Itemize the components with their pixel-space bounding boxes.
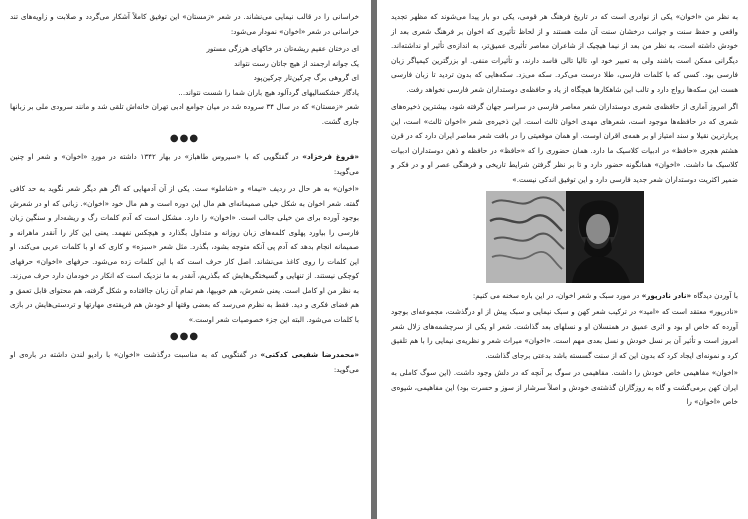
paragraph: شعر «زمستان» که در سال ۳۴ سروده شد در میان جوامع ادبی تهران خانه‌اش تلقی شد و مانند سرودی ملی بر زبانها جاری گشت. — [10, 102, 359, 126]
portrait-photo — [486, 191, 644, 283]
paragraph: به نظر من «اخوان» یکی از نوادری است که در تاریخ فرهنگ هر قومی، یکی دو بار پیدا می‌شوند که مظهر تجدید واقعی و حفظ سنت و جوانب درخشان سنت آن ملت هستند و از لحاظ تأثیری که اخوان بر فرهنگ شعری بعد از خودش داشته است، به نظر من بعد از نیما هیچیک از شاعران معاصر تأثیری عمیق‌تر، به اندازه‌ی تأثیر او نداشته‌اند. دیگرانی ممکن است باشند ولی به تعبیر خود او، تالیا تالی فاسد دارند، و تأثیرات منفی. او بزرگترین کیمیاگر زبان فارسی بود. کسی که با کلمات فارسی، طلا درست می‌کرد. سکه می‌زد. سکه‌هایی که بدون تردید تا زبان فارسی هست این سکه‌ها رواج دارد و تالب این شاهکارها هیچگاه از یاد و حافظه‌ی دوستداران شعر فارسی نخواهد رفت. — [391, 12, 738, 94]
paragraph: «نادرپور» معتقد است که «امید» در ترکیب شعر کهن و سبک نیمایی و سبک پیش از او درگذشت، مجموعه‌ای بوجود آورده که خاص او بود و اثری عمیق در همنسلان او و نسلهای بعد گذاشت. شعر او یکی از سرچشمه‌های زلال شعر امروز است و تأثیر آن بر نسل خودش و نسل بعدی مهم است. «اخوان» میراث شعر و نظریه‌ی نیمایی را با هم تلفیق کرد و نمونه‌ای ایجاد کرد که بدون این که از سنت گسسته باشد بدعتی برجای گذاشت. — [391, 307, 738, 360]
section-separator: ●●● — [169, 331, 200, 342]
author-name: «محمدرضا شفیعی کدکنی» — [260, 350, 359, 359]
author-name: «فروغ فرخزاد» — [302, 152, 360, 161]
quote-heading — [10, 348, 359, 377]
heading-text: در گفتگویی که با «سیروس طاهباز» در بهار ۱۳۴۲ داشته در موردِ «اخوان» و شعر او چنین می‌گوید: — [10, 152, 359, 176]
left-page — [0, 0, 371, 519]
intro-paragraph — [10, 10, 359, 39]
intro-line: خراسانی را در قالب نیمایی می‌نشاند. در شعر «زمستان» این توفیق کاملاً آشکار می‌گردد و صلابت و زاویه‌های تند خراسانی در — [10, 12, 359, 36]
poem-line: ای گروهی برگ چرکین‌تار چرکین‌پود — [253, 73, 359, 82]
paragraph: اگر امروز آماری از حافظه‌ی شعری دوستداران شعر معاصر فارسی در سراسر جهان گرفته شود، بیشترین ذخیره‌های شعری که در حافظه‌ها موجود است، شعرهای مهدی اخوان ثالث است. این ذخیره‌ی شعر «اخوان ثالث» است، این پربارترین نقیلا و سند امتیاز او بر همه‌ی اقران اوست. او همان موقعیتی را در بافت شعر معاصر ایران دارد که در قرن هشتم هجری «حافظ» در ادبیات کلاسیک ما دارد. همان حضوری را که «حافظ» در حافظه و ذهن دوستداران ادبیات کلاسیک ما داشت. «اخوان» همانگونه حضور دارد و تا بر نظر گرفتن شرایط تاریخی و فرهنگی عصر او و در فکر و ضمیر اکثریت دوستداران شعر جدید فارسی دارد و این توفیق اندکی نیست.» — [391, 102, 738, 184]
quote-heading — [10, 150, 359, 179]
caption-text: در مورد سبک و شعر اخوان، در این باره سخنه می کنیم: — [472, 291, 642, 300]
caption-text: با آوردن دیدگاه — [691, 291, 738, 300]
poem-line: یک جوانه ارجمند از هیچ جاتان رست نتواند — [234, 58, 359, 68]
paragraph: «اخوان» مفاهیمی خاص خودش را داشت. مفاهیمی در سوگ بر آنچه که در دلش وجود داشت. (این سوگ کاملی به ایران کهن برمی‌گشت و گاه به روزگاران گذشته‌ی خودش و اصلاً سرشار از سوز و حسرت بود) این مفاهیمی، شیوه‌ی خاص «اخوان» را — [391, 368, 738, 406]
section-separator: ●●● — [169, 133, 200, 144]
author-name: «نادر نادرپور» — [641, 291, 692, 300]
right-page — [377, 0, 748, 519]
heading-text: در گفتگویی که به مناسبت درگذشت «اخوان» با رادیو لندن داشته در باره‌ی او می‌گوید: — [10, 350, 359, 374]
poem-line: ای درختان عقیم ریشه‌تان در خاکهای هرزگی مستور — [206, 44, 359, 53]
intro-line: شعر «اخوان» نمودار می‌شود: — [230, 26, 322, 36]
photo-caption — [391, 289, 738, 303]
poem-line: یادگار خشکسالیهای گردآلود هیچ باران شما را شست نتواند... — [178, 87, 359, 97]
quote-body: «اخوان» به هر حال در ردیف «نیما» و «شاملو» ست. یکی از آن آدمهایی که اگر هم دیگر شعر نگوید به حد کافی گفته. شعر اخوان به شکل خیلی صمیمانه‌ای هم مال این دوره است و هم مال خود «اخوان». زبانی که او در شعرش بوجود آورده برای من خیلی جالب است. «اخوان» را دارد. مشکل است که آدم کلمات رگ و ریشه‌دار و سنگین زبان فارسی را بیاورد پهلوی کلمه‌های زبان روزانه و متداول بگذارد و هیچکس نفهمد. یعنی این کار را آنقدر ماهرانه و صمیمانه انجام بدهد که آدم پی آنکه متوجه بشود، بگذرد. مثل شعر «سبزه» و کاری که او با کلمات عربی می‌کند، او این کلمات را روی کاغذ می‌نشاند. اصل کار حرف است که با این کلمات زده می‌شود. حرفهای «اخوان» حرفهای کوچکی نیستند. از تنهایی و گسیختگی‌هایش که بگذریم، آنقدر به ما نزدیک است که انکار در خودمان دارد حرف می‌زند. به نظر من او کامل است. یعنی شعرش، هم خوبیها، هم تمام آن زبان جاافتاده و شکل گرفته، هم محتوای قابل تعمق و هم فضای فکری و دید. فقط به نظرم می‌رسد که بعضی وقتها او خودش هم فریفته‌ی مهارتها و تردستی‌هایش در بازی با کلمات می‌شود. البته این جزء خصوصیات شعر اوست.» — [10, 184, 359, 324]
